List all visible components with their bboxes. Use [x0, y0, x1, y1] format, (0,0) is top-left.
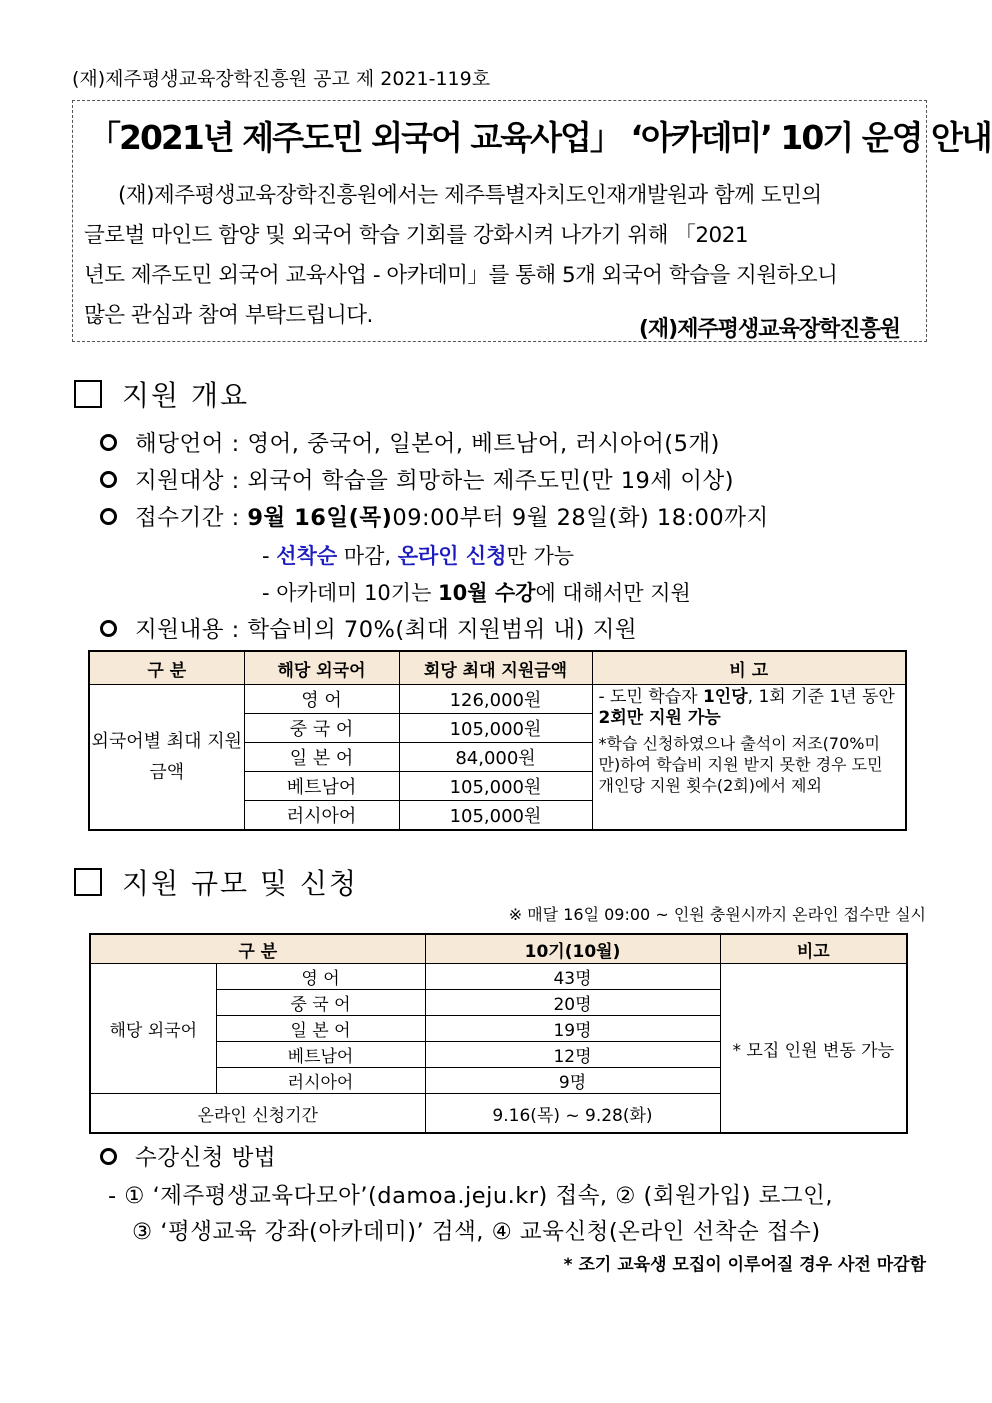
bullet-text: 접수기간 : [135, 505, 240, 531]
sub-text: 만 가능 [506, 544, 575, 568]
language-cell: 영 어 [244, 685, 399, 714]
apply-step-line: - ① ‘제주평생교육다모아’(damoa.jeju.kr) 접속, ② (회원가입) 로그인, [108, 1183, 834, 1209]
count-cell: 43명 [425, 964, 720, 990]
count-cell: 20명 [425, 990, 720, 1016]
language-cell: 중 국 어 [244, 714, 399, 743]
intro-line: (재)제주평생교육장학진흥원에서는 제주특별자치도인재개발원과 함께 도민의 [118, 183, 822, 208]
table-header: 해당 외국어 [244, 651, 399, 685]
section-heading-overview [74, 374, 249, 414]
organization-name: (재)제주평생교육장학진흥원 [638, 317, 900, 342]
checkbox-square-icon [74, 380, 102, 408]
table-header: 구 분 [89, 651, 244, 685]
period-rest: 09:00부터 9월 28일(화) 18:00까지 [392, 505, 769, 531]
circle-bullet-icon [100, 434, 117, 451]
amount-cell: 126,000원 [399, 685, 592, 714]
bullet-content [100, 612, 637, 644]
bullet-text: 수강신청 방법 [135, 1145, 277, 1171]
note-bold: 1인당 [702, 687, 748, 707]
amount-cell: 105,000원 [399, 801, 592, 831]
page-title: 「2021년 제주도민 외국어 교육사업」 ‘아카데미’ 10기 운영 안내 [88, 118, 991, 157]
remark-cell [592, 685, 906, 831]
language-cell: 러시아어 [244, 801, 399, 831]
circle-bullet-icon [100, 1148, 117, 1165]
checkbox-square-icon [74, 868, 102, 896]
language-cell: 중 국 어 [216, 990, 425, 1016]
table-row [90, 964, 907, 990]
table-row [89, 685, 906, 714]
table-header: 비 고 [592, 651, 906, 685]
support-amount-table [88, 650, 907, 831]
october-text: 10월 수강 [438, 581, 536, 605]
first-come-text: 선착순 [276, 544, 338, 568]
bullet-text: 해당언어 : 영어, 중국어, 일본어, 베트남어, 러시아어(5개) [135, 431, 720, 457]
table-header: 회당 최대 지원금액 [399, 651, 592, 685]
online-period-label: 온라인 신청기간 [90, 1094, 425, 1134]
table-header: 구 분 [90, 934, 425, 964]
circle-bullet-icon [100, 620, 117, 637]
schedule-footnote: ※ 매달 16일 09:00 ~ 인원 충원시까지 온라인 접수만 실시 [508, 905, 926, 924]
period-start: 9월 16일(목) [247, 505, 393, 531]
bullet-target [100, 463, 734, 495]
amount-cell: 105,000원 [399, 772, 592, 801]
language-cell: 베트남어 [244, 772, 399, 801]
apply-step-line: ③ ‘평생교육 강좌(아카데미)’ 검색, ④ 교육신청(온라인 선착순 접수) [132, 1219, 821, 1245]
online-apply-text: 온라인 신청 [397, 544, 507, 568]
note-text: - 도민 학습자 [598, 687, 703, 707]
category-cell: 외국어별 최대 지원금액 [89, 685, 244, 831]
amount-cell: 84,000원 [399, 743, 592, 772]
count-cell: 9명 [425, 1068, 720, 1094]
count-cell: 19명 [425, 1016, 720, 1042]
table-header: 비고 [720, 934, 907, 964]
notice-number: (재)제주평생교육장학진흥원 공고 제 2021-119호 [72, 68, 491, 90]
sub-line-first-come [262, 540, 574, 570]
early-close-note: * 조기 교육생 모집이 이루어질 경우 사전 마감함 [563, 1255, 926, 1275]
bullet-language [100, 426, 720, 458]
online-period-value: 9.16(목) ~ 9.28(화) [425, 1094, 720, 1134]
section-heading-scale [74, 862, 358, 902]
remark-cell: * 모집 인원 변동 가능 [720, 964, 907, 1134]
quota-table [89, 933, 908, 1134]
sub-text: 에 대해서만 지원 [535, 581, 691, 605]
bullet-text: 지원대상 : 외국어 학습을 희망하는 제주도민(만 19세 이상) [135, 468, 735, 494]
sub-line-october [262, 577, 691, 607]
note-text: *학습 신청하였으나 출석이 저조(70%미만)하여 학습비 지원 받지 못한 경우 도민 개인당 지원 횟수(2회)에서 제외 [598, 734, 883, 795]
language-cell: 러시아어 [216, 1068, 425, 1094]
circle-bullet-icon [100, 508, 117, 525]
intro-line: 글로벌 마인드 함양 및 외국어 학습 기회를 강화시켜 나가기 위해 「2021 [84, 223, 749, 248]
language-cell: 일 본 어 [216, 1016, 425, 1042]
note-bold: 2회만 지원 가능 [598, 708, 721, 728]
table-header: 10기(10월) [425, 934, 720, 964]
bullet-period [100, 500, 769, 532]
language-cell: 베트남어 [216, 1042, 425, 1068]
circle-bullet-icon [100, 471, 117, 488]
intro-line: 년도 제주도민 외국어 교육사업 - 아카데미」를 통해 5개 외국어 학습을 지원하오니 [84, 263, 838, 288]
sub-text: - 아카데미 10기는 [262, 581, 439, 605]
intro-line: 많은 관심과 참여 부탁드립니다. [84, 303, 373, 328]
bullet-text: 지원내용 : 학습비의 70%(최대 지원범위 내) 지원 [135, 617, 638, 643]
dash: - [262, 544, 277, 568]
language-cell: 일 본 어 [244, 743, 399, 772]
section-title: 지원 개요 [122, 379, 250, 412]
amount-cell: 105,000원 [399, 714, 592, 743]
section-title: 지원 규모 및 신청 [122, 867, 359, 900]
language-cell: 영 어 [216, 964, 425, 990]
sub-text: 마감, [337, 544, 398, 568]
count-cell: 12명 [425, 1042, 720, 1068]
category-cell: 해당 외국어 [90, 964, 216, 1094]
bullet-apply-method [100, 1140, 276, 1172]
note-text: , 1회 기준 1년 동안 [747, 687, 895, 707]
